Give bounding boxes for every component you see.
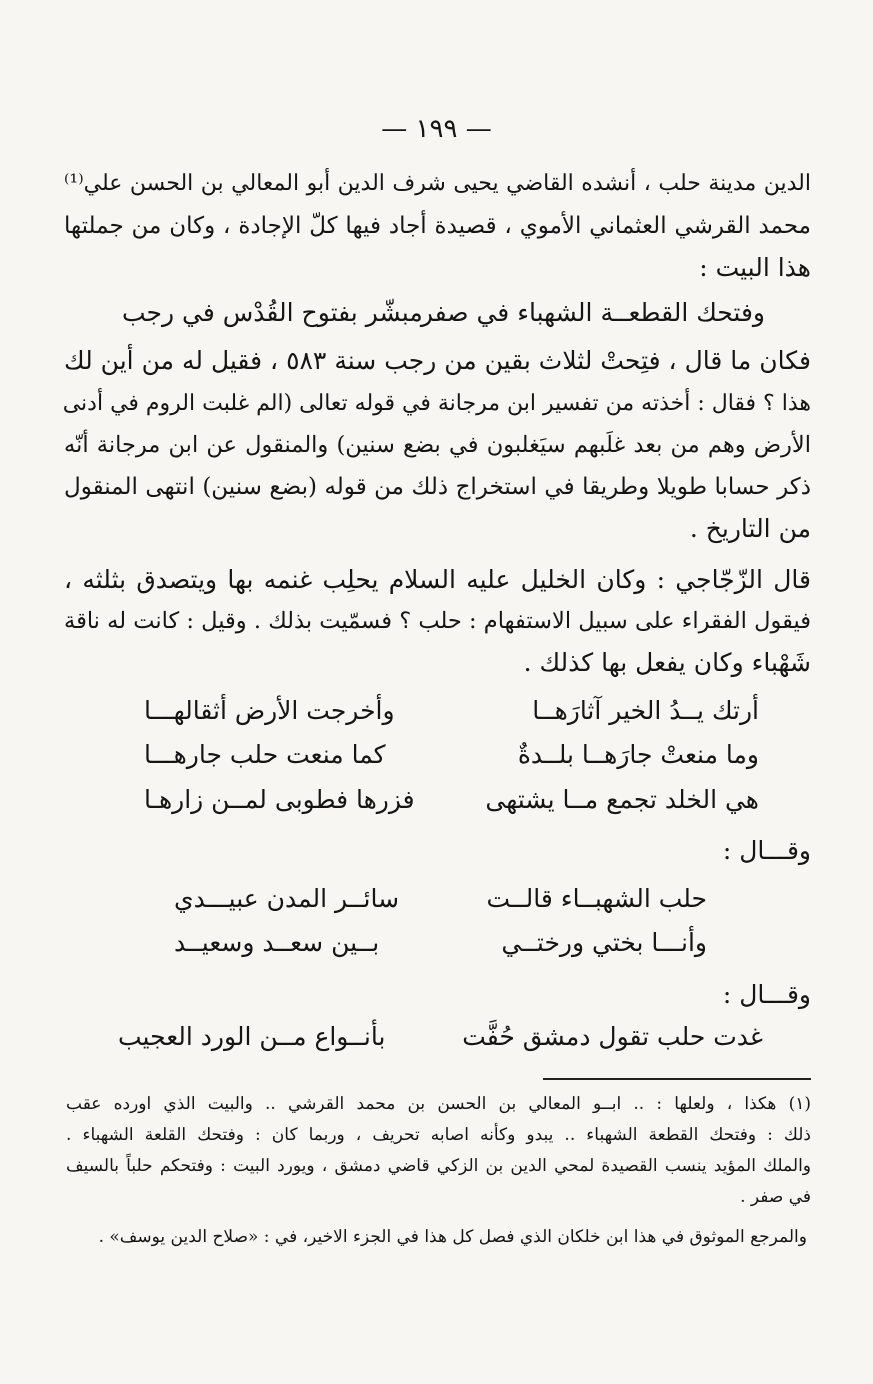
footnote-line: والمرجع الموثوق في هذا ابن خلكان الذي فصل كل هذا في الجزء الاخير، في : «صلاح الدين يوسف» . — [98, 1227, 807, 1247]
paragraph-line: هذا البيت : — [699, 253, 811, 282]
footnote-line: ذلك : وفتحك القطعة الشهباء .. يبدو وكأنه اصابه تحريف ، وربما كان : وفتحك القلعة الشهباء . — [66, 1125, 811, 1145]
paragraph-line: الدين مدينة حلب ، أنشده القاضي يحيى شرف الدين أبو المعالي بن الحسن علي⁽¹⁾ — [64, 171, 811, 196]
verse-hemistich-right: أرتك يــدُ الخير آثارَهــا — [532, 696, 759, 725]
verse-hemistich-right: غدت حلب تقول دمشق حُفَّت — [462, 1022, 763, 1051]
paragraph-line: هذا ؟ فقال : أخذته من تفسير ابن مرجانة في قوله تعالى (الم غلبت الروم في أدنى — [62, 391, 811, 416]
paragraph-line: قال الزّجّاجي : وكان الخليل عليه السلام يحلِب غنمه بها ويتصدق بثلثه ، — [64, 565, 811, 594]
verse-hemistich-left: كما منعت حلب جارهـــا — [144, 740, 386, 769]
footnote-line: والملك المؤيد ينسب القصيدة لمحي الدين بن الزكي قاضي دمشق ، ويورد البيت : وفتحكم حلباً بالسيف — [66, 1156, 811, 1176]
footnote-divider — [543, 1078, 811, 1080]
paragraph-line: شَهْباء وكان يفعل بها كذلك . — [523, 648, 811, 677]
verse-hemistich-right: حلب الشهبــاء قالــت — [486, 884, 707, 913]
verse-hemistich-left: وأخرجت الأرض أثقالهـــا — [144, 696, 395, 725]
paragraph-line: فيقول الفقراء على سبيل الاستفهام : حلب ؟ فسمّيت بذلك . وقيل : كانت له ناقة — [64, 608, 811, 634]
said-label: وقـــال : — [722, 836, 811, 865]
verse-hemistich-left: مبشّر بفتوح القُدْس في رجب — [122, 298, 423, 327]
verse-hemistich-left: بأنــواع مــن الورد العجيب — [118, 1022, 386, 1051]
page-number: — ١٩٩ — — [381, 114, 492, 144]
verse-hemistich-right: وأنـــا بختي ورختــي — [501, 928, 707, 957]
footnote-line: (١) هكذا ، ولعلها : .. ابــو المعالي بن الحسن بن محمد القرشي .. والبيت الذي اورده عقب — [66, 1094, 811, 1114]
paragraph-line: فكان ما قال ، فتِحتْ لثلاث بقين من رجب سنة ٥٨٣ ، فقيل له من أين لك — [64, 346, 812, 375]
verse-hemistich-left: سائــر المدن عبيـــدي — [174, 884, 400, 913]
paragraph-line: الأرض وهم من بعد غلَبهم سيَغلبون في بضع سنين) والمنقول عن ابن مرجانة أنّه — [64, 432, 811, 458]
paragraph-line: من التاريخ . — [689, 514, 811, 543]
verse-hemistich-left: بــين سعــد وسعيــد — [174, 928, 380, 957]
said-label: وقـــال : — [722, 980, 811, 1009]
paragraph-line: ذكر حسابا طويلا وطريقا في استخراج ذلك من قوله (بضع سنين) انتهى المنقول — [64, 474, 811, 500]
footnote-line: في صفر . — [740, 1187, 811, 1207]
verse-hemistich-left: فزرها فطوبى لمــن زارهـا — [144, 785, 415, 814]
verse-hemistich-right: هي الخلد تجمع مــا يشتهى — [485, 785, 759, 814]
verse-hemistich-right: وفتحك القطعــة الشهباء في صفر — [420, 298, 765, 327]
verse-hemistich-right: وما منعتْ جارَهــا بلــدةٌ — [517, 740, 759, 769]
paragraph-line: محمد القرشي العثماني الأموي ، قصيدة أجاد فيها كلّ الإجادة ، وكان من جملتها — [64, 213, 811, 239]
